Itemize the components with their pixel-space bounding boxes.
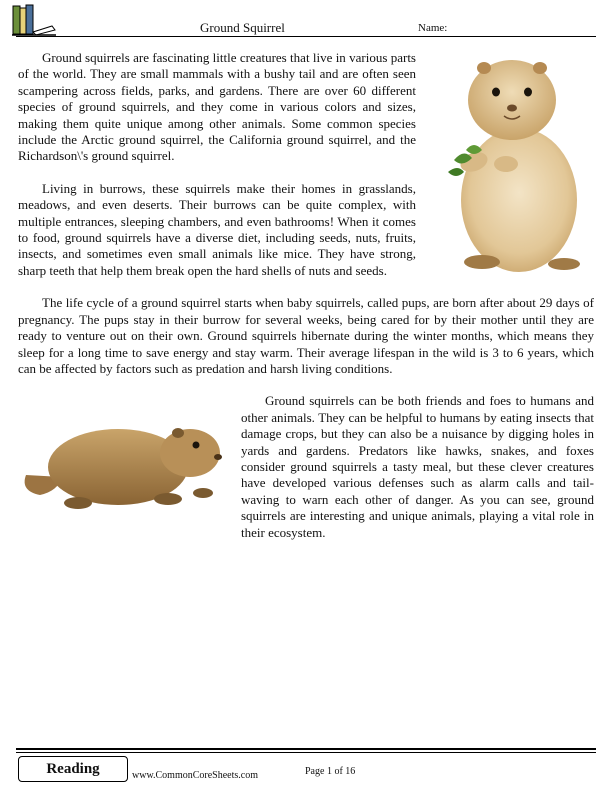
worksheet-header [0, 0, 612, 40]
name-label: Name: [418, 22, 448, 34]
footer-divider [16, 748, 596, 750]
footer-divider-thin [16, 752, 596, 753]
standing-squirrel-image [424, 50, 594, 280]
website-link[interactable]: www.CommonCoreSheets.com [132, 770, 259, 781]
paragraph-3: The life cycle of a ground squirrel starts when baby squirrels, called pups, are born after about 29 days of pregnancy. The pups stay in their burrow for several weeks, being cared for by their mother until they are ready to venture out on their own. Ground squirrels hibernate during the winter months, which means they sleep for a long time to save energy and stay warm. Their average lifespan in the wild is 3 to 6 years, which can be affected by factors such as predation and harsh living conditions. [18, 295, 594, 376]
books-icon [12, 4, 56, 36]
page-title: Ground Squirrel [200, 20, 285, 35]
crawling-squirrel-image [18, 395, 233, 530]
subject-badge: Reading [18, 756, 128, 782]
header-divider [16, 36, 596, 37]
article-body [18, 50, 594, 557]
page-number: Page 1 of 16 [305, 766, 356, 777]
paragraph-1: Ground squirrels are fascinating little creatures that live in various parts of the world. They are small mammals with a bushy tail and are often seen scampering across fields, parks, and gardens. There are over 60 different species of ground squirrels, and they come in various colors and sizes, making them quite unique among other animals. Some common species include the Arctic ground squirrel, the California ground squirrel, and the Richardson\'s ground squirrel. [18, 50, 416, 164]
paragraph-4: Ground squirrels can be both friends and foes to humans and other animals. They can be helpful to humans by eating insects that damage crops, but they can also be a nuisance by digging holes in yards and gardens. Predators like hawks, snakes, and foxes consider ground squirrels a tasty meal, but these clever creatures have developed various defenses such as alarm calls and tail-waving to warn each other of danger. As you can see, ground squirrels are interesting and unique animals, playing a vital role in their ecosystem. [241, 393, 594, 540]
paragraph-2: Living in burrows, these squirrels make their homes in grasslands, meadows, and even deserts. Their burrows can be quite complex, with multiple entrances, sleeping chambers, and even bathrooms! When it comes to food, ground squirrels have a diverse diet, including seeds, nuts, fruits, insects, and sometimes even small animals like mice. They have strong, sharp teeth that help them break open the hard shells of nuts and seeds. [18, 180, 416, 278]
